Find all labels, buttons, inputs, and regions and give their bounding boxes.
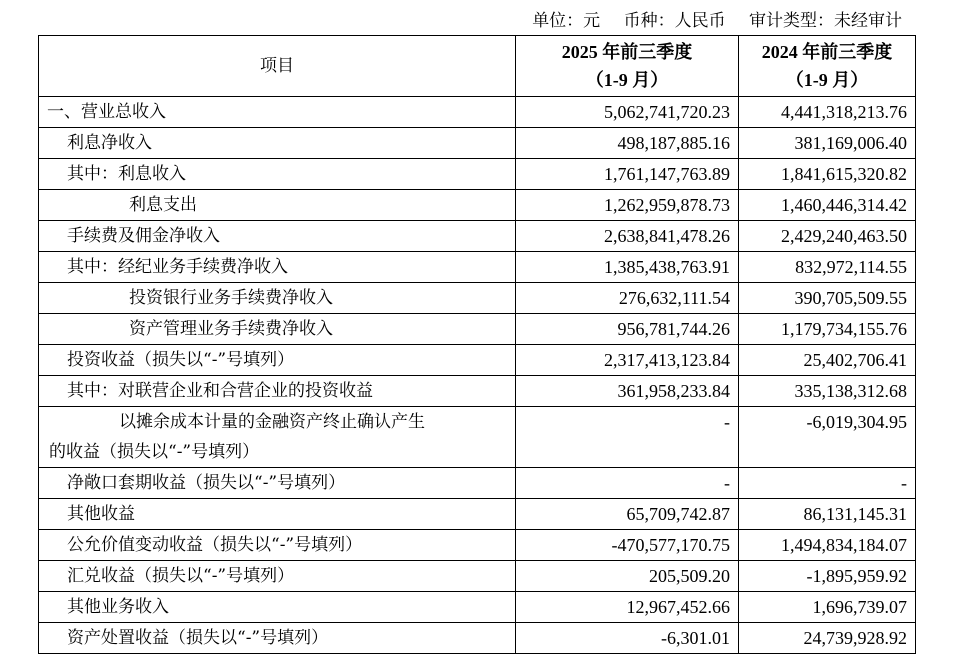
row-label: 汇兑收益（损失以“-”号填列） <box>39 561 516 592</box>
value-2025: 498,187,885.16 <box>516 128 739 159</box>
row-label: 其中：利息收入 <box>39 159 516 190</box>
value-2024: -1,895,959.92 <box>739 561 916 592</box>
table-row <box>39 530 916 561</box>
unit-label: 单位：元 <box>532 11 601 31</box>
row-label: 一、营业总收入 <box>39 97 516 128</box>
row-label: 净敞口套期收益（损失以“-”号填列） <box>39 468 516 499</box>
value-2024: 381,169,006.40 <box>739 128 916 159</box>
row-label: 利息支出 <box>39 190 516 221</box>
row-label: 投资收益（损失以“-”号填列） <box>39 345 516 376</box>
row-label: 其他业务收入 <box>39 592 516 623</box>
audit-type-label: 审计类型：未经审计 <box>749 11 902 31</box>
table-row <box>39 376 916 407</box>
value-2024: 4,441,318,213.76 <box>739 97 916 128</box>
value-2025: 361,958,233.84 <box>516 376 739 407</box>
row-label: 资产管理业务手续费净收入 <box>39 314 516 345</box>
header-2025-line1: 2025 年前三季度 <box>561 42 693 62</box>
row-label: 资产处置收益（损失以“-”号填列） <box>39 623 516 654</box>
table-row <box>39 159 916 190</box>
value-2025: 1,385,438,763.91 <box>516 252 739 283</box>
header-2024-line2: （1-9 月） <box>785 70 869 90</box>
header-2025-line2: （1-9 月） <box>585 70 669 90</box>
report-meta <box>514 6 902 31</box>
table-header-row <box>39 36 916 97</box>
row-label: 投资银行业务手续费净收入 <box>39 283 516 314</box>
value-2024: 24,739,928.92 <box>739 623 916 654</box>
table-row <box>39 407 916 468</box>
row-label: 公允价值变动收益（损失以“-”号填列） <box>39 530 516 561</box>
row-label <box>39 407 516 468</box>
row-label: 其中：对联营企业和合营企业的投资收益 <box>39 376 516 407</box>
value-2024: 1,841,615,320.82 <box>739 159 916 190</box>
value-2025: 12,967,452.66 <box>516 592 739 623</box>
header-period-2024 <box>739 36 916 97</box>
row-label: 手续费及佣金净收入 <box>39 221 516 252</box>
header-period-2025 <box>516 36 739 97</box>
value-2024: 2,429,240,463.50 <box>739 221 916 252</box>
table-row <box>39 499 916 530</box>
row-label: 其中：经纪业务手续费净收入 <box>39 252 516 283</box>
value-2025: 205,509.20 <box>516 561 739 592</box>
table-row <box>39 561 916 592</box>
value-2025: -6,301.01 <box>516 623 739 654</box>
table-row <box>39 468 916 499</box>
table-row <box>39 283 916 314</box>
table-row <box>39 128 916 159</box>
table-row <box>39 623 916 654</box>
row-label: 利息净收入 <box>39 128 516 159</box>
value-2024: -6,019,304.95 <box>739 407 916 468</box>
value-2025: 1,761,147,763.89 <box>516 159 739 190</box>
value-2024: 832,972,114.55 <box>739 252 916 283</box>
row-label-line2: 的收益（损失以“-”号填列） <box>49 442 260 462</box>
value-2024: 1,460,446,314.42 <box>739 190 916 221</box>
value-2024: 335,138,312.68 <box>739 376 916 407</box>
row-label: 其他收益 <box>39 499 516 530</box>
value-2025: -470,577,170.75 <box>516 530 739 561</box>
value-2024: - <box>739 468 916 499</box>
value-2024: 390,705,509.55 <box>739 283 916 314</box>
table-row <box>39 592 916 623</box>
value-2024: 86,131,145.31 <box>739 499 916 530</box>
value-2025: 65,709,742.87 <box>516 499 739 530</box>
income-statement-table <box>38 35 916 654</box>
currency-label: 币种：人民币 <box>623 11 726 31</box>
value-2025: - <box>516 407 739 468</box>
value-2025: 2,638,841,478.26 <box>516 221 739 252</box>
value-2025: 956,781,744.26 <box>516 314 739 345</box>
value-2025: 2,317,413,123.84 <box>516 345 739 376</box>
table-row <box>39 221 916 252</box>
header-2024-line1: 2024 年前三季度 <box>761 42 893 62</box>
value-2024: 1,696,739.07 <box>739 592 916 623</box>
value-2024: 1,179,734,155.76 <box>739 314 916 345</box>
header-item: 项目 <box>39 36 516 97</box>
value-2024: 1,494,834,184.07 <box>739 530 916 561</box>
value-2025: 276,632,111.54 <box>516 283 739 314</box>
value-2025: 5,062,741,720.23 <box>516 97 739 128</box>
table-row <box>39 345 916 376</box>
value-2024: 25,402,706.41 <box>739 345 916 376</box>
table-row <box>39 97 916 128</box>
value-2025: - <box>516 468 739 499</box>
table-row <box>39 314 916 345</box>
value-2025: 1,262,959,878.73 <box>516 190 739 221</box>
row-label-line1: 以摊余成本计量的金融资产终止确认产生 <box>119 412 425 432</box>
table-row <box>39 190 916 221</box>
table-row <box>39 252 916 283</box>
